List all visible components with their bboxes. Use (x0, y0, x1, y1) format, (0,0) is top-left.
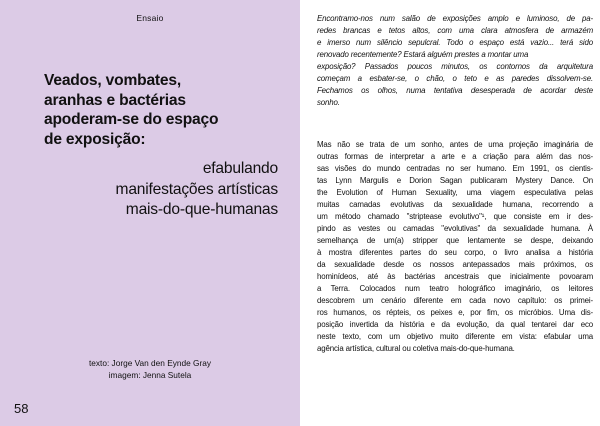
body-line: muitas camadas evolutivas da sexualidade humana, recorrendo a (317, 200, 593, 209)
headline-line: aranhas e bactérias (44, 91, 186, 109)
body-line: da sexualidade desde os nossos antepassados mais próximos, os (317, 260, 593, 269)
body-line: the Evolution of Human Sexuality, uma viagem especulativa pelas (317, 188, 593, 197)
intro-line: Fechamos os olhos, numa tentativa desesperada de acordar deste (317, 86, 593, 95)
credit-image-author: imagem: Jenna Sutela (108, 369, 192, 380)
body-line: Mas não se trata de um sonho, antes de uma projeção imaginária de (317, 140, 593, 149)
body-line: a Terra. Colocados num teatro holográfico imaginário, os leitores (317, 284, 593, 293)
section-label: Ensaio (136, 13, 164, 23)
body-line: pindo as vestes ou camadas "evolutivas" da sexualidade humana. À (317, 224, 593, 233)
headline-line: apoderam-se do espaço (44, 111, 219, 128)
body-line: hominídeos, até às bactérias ancestrais que inicialmente povoaram (317, 272, 593, 281)
body-line: ros humanos, os répteis, os peixes e, por fim, os micróbios. Uma dis- (317, 308, 593, 317)
credit-text-author: texto: Jorge Van den Eynde Gray (88, 358, 212, 368)
article-headline (44, 71, 284, 149)
intro-line: exposição? Passados poucos minutos, os contornos da arquitetura (317, 62, 593, 71)
article-credits (0, 358, 300, 381)
body-line: sas visões do mundo centradas no ser humano. Em 1991, os cientis- (317, 164, 593, 173)
intro-line: sonho. (317, 98, 340, 107)
page-number: 58 (14, 401, 29, 416)
headline-line: de exposição: (44, 130, 146, 148)
headline-line: Veados, vombates, (44, 72, 182, 89)
subtitle-line: efabulando (202, 160, 278, 177)
intro-line: renovado recentemente? Estará alguém prestes a montar uma (317, 50, 529, 59)
body-line: um método chamado "striptease evolutivo"¹, que consiste em ir des- (317, 212, 593, 221)
intro-line: e imerso num silêncio sepulcral. Todo o espaço está vazio... terá sido (317, 38, 593, 47)
article-subtitle (38, 159, 278, 221)
body-line: tas Lynn Margulis e Dorion Sagan publicaram Mystery Dance. On (317, 176, 593, 185)
body-line: agência artística, cultural ou coletiva mais-do-que-humana. (317, 344, 515, 353)
intro-line: redes brancas e tetos altos, com uma clara atmosfera de armazém (317, 26, 593, 35)
intro-line: começam a esbater-se, o chão, o teto e as paredes dissolvem-se. (317, 74, 593, 83)
subtitle-line: manifestações artísticas (115, 180, 278, 198)
body-paragraph (317, 139, 593, 355)
intro-line: Encontramo-nos num salão de exposições amplo e luminoso, de pa- (317, 14, 593, 23)
body-line: outras formas de interpretar a arte e a criação para além das nos- (317, 152, 593, 161)
body-line: descobrem um cenário diferente em cada novo capítulo: os primei- (317, 296, 593, 305)
body-line: à mostra diferentes partes do seu corpo, o livro analisa a história (317, 248, 593, 257)
subtitle-line: mais-do-que-humanas (125, 201, 278, 218)
body-line: semelhança de um(a) stripper que lentamente se despe, deixando (317, 236, 593, 245)
intro-paragraph (317, 13, 593, 109)
body-line: posição invertida da história e da evolução, da qual tentarei dar eco (317, 320, 593, 329)
body-line: neste texto, com um objetivo muito diferente em vista: efabular uma (317, 332, 593, 341)
